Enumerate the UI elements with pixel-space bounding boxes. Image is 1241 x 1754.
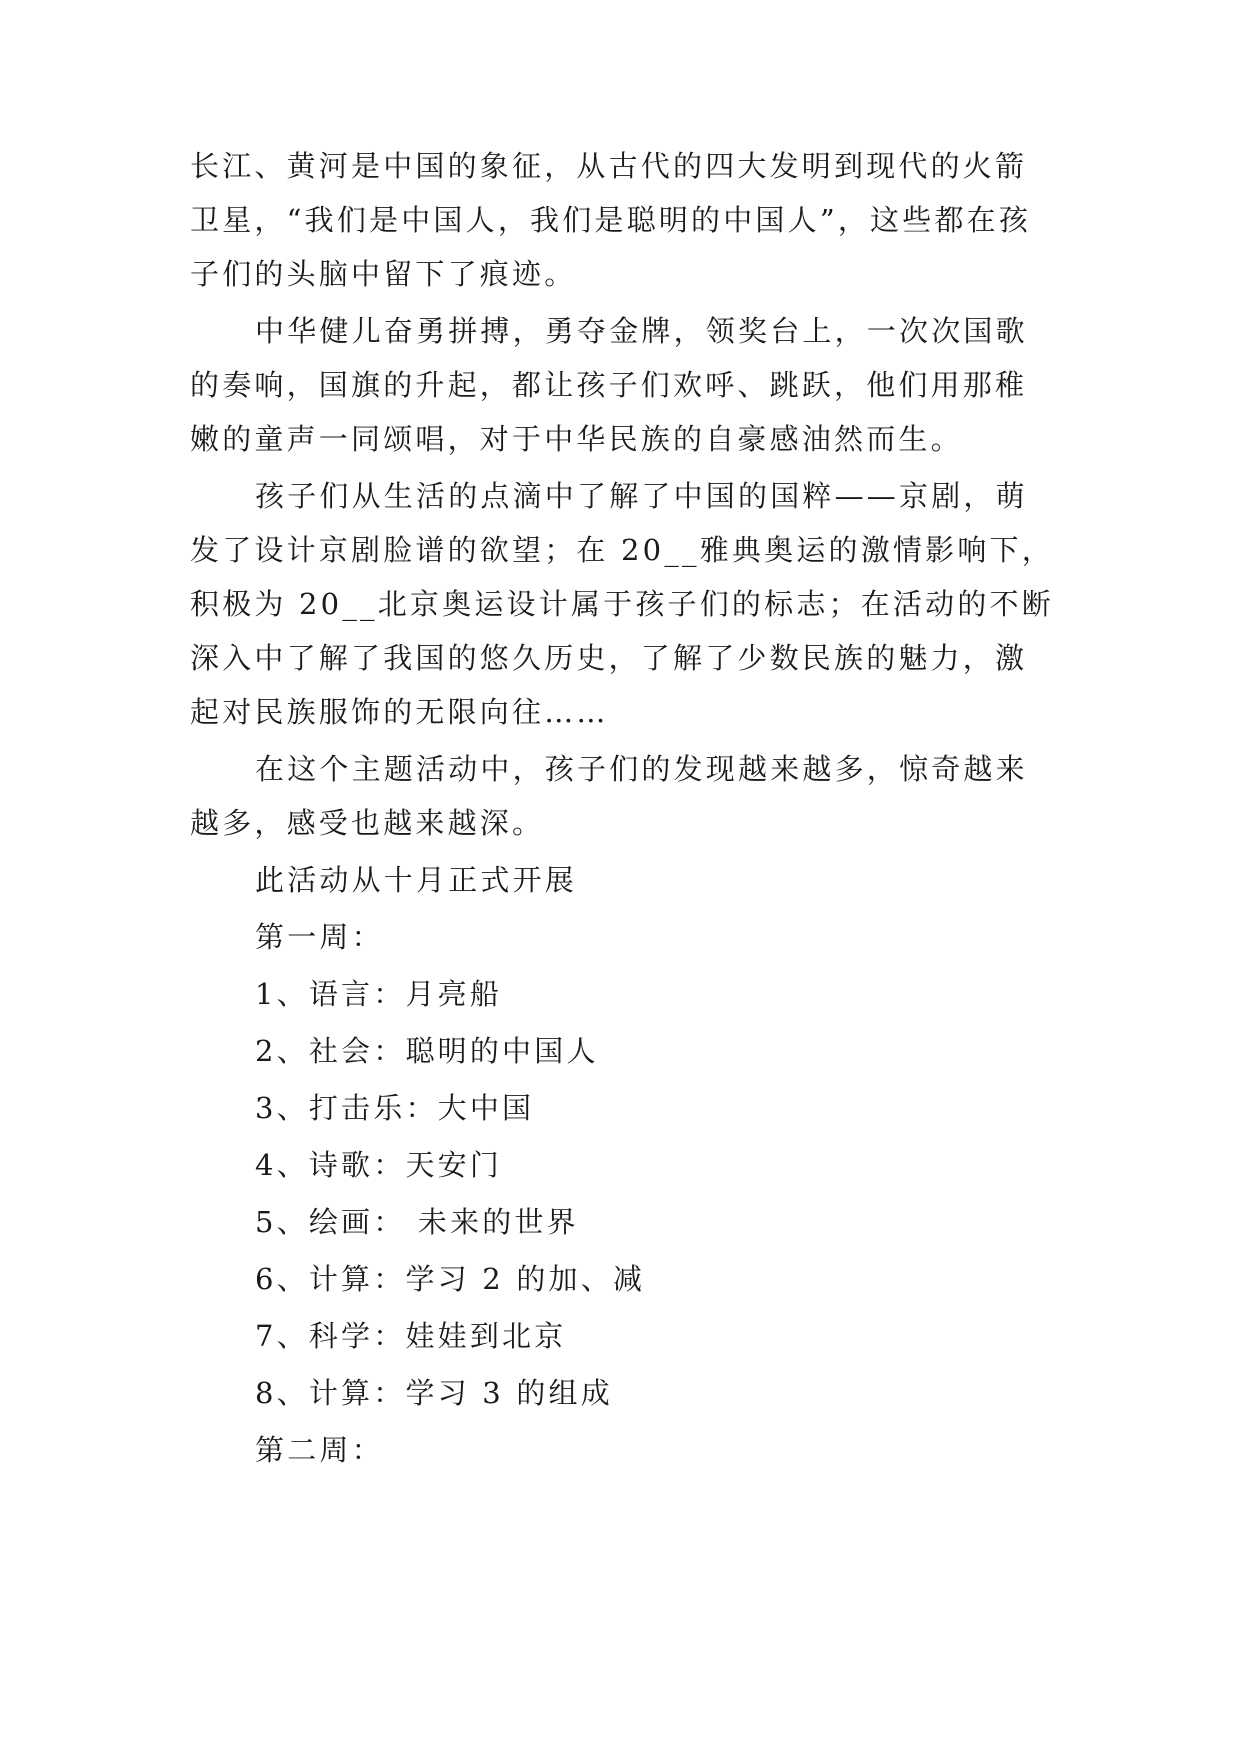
paragraph-line: 孩子们从生活的点滴中了解了中国的国粹——京剧，萌 (255, 479, 1028, 513)
paragraph-line: 越多，感受也越来越深。 (190, 806, 545, 840)
paragraph-line: 的奏响，国旗的升起，都让孩子们欢呼、跳跃，他们用那稚 (190, 368, 1028, 402)
week-1-item: 4、诗歌：天安门 (255, 1148, 503, 1182)
paragraph-line: 长江、黄河是中国的象征，从古代的四大发明到现代的火箭 (190, 149, 1028, 183)
week-1-item: 3、打击乐：大中国 (255, 1091, 535, 1125)
paragraph-line: 发了设计京剧脸谱的欲望；在 20__雅典奥运的激情影响下， (190, 533, 1054, 567)
week-1-item: 1、语言：月亮船 (255, 977, 503, 1011)
paragraph-line: 在这个主题活动中，孩子们的发现越来越多，惊奇越来 (255, 752, 1028, 786)
paragraph-line: 起对民族服饰的无限向往…… (190, 695, 609, 729)
paragraph-line: 深入中了解了我国的悠久历史，了解了少数民族的魅力，激 (190, 641, 1028, 675)
week-1-heading: 第一周： (255, 920, 384, 954)
paragraph-line: 中华健儿奋勇拼搏，勇夺金牌，领奖台上，一次次国歌 (255, 314, 1028, 348)
paragraph-line: 积极为 20__北京奥运设计属于孩子们的标志；在活动的不断 (190, 587, 1054, 621)
week-1-item: 2、社会：聪明的中国人 (255, 1034, 599, 1068)
paragraph-line: 子们的头脑中留下了痕迹。 (190, 257, 577, 291)
paragraph-line: 嫩的童声一同颂唱，对于中华民族的自豪感油然而生。 (190, 422, 963, 456)
week-1-item: 6、计算：学习 2 的加、减 (255, 1262, 646, 1296)
week-1-item: 8、计算：学习 3 的组成 (255, 1376, 613, 1410)
week-1-item: 5、绘画： 未来的世界 (255, 1205, 579, 1239)
week-2-heading: 第二周： (255, 1433, 384, 1467)
week-1-item: 7、科学：娃娃到北京 (255, 1319, 567, 1353)
start-note: 此活动从十月正式开展 (255, 863, 578, 897)
paragraph-line: 卫星，“我们是中国人，我们是聪明的中国人”，这些都在孩 (190, 203, 1032, 237)
